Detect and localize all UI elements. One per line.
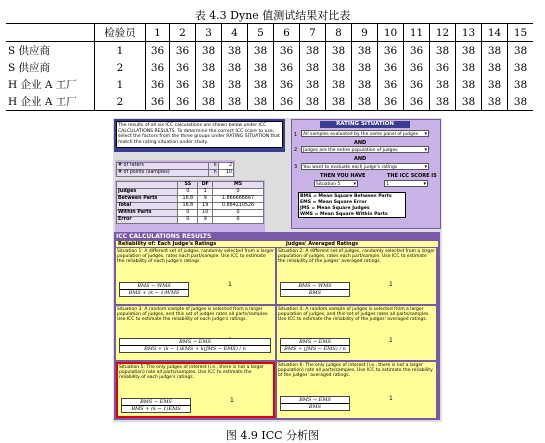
icc-formula — [119, 282, 189, 297]
table-cell: 36 — [170, 42, 196, 60]
icc-formula — [280, 282, 350, 297]
formula-numerator: BMS − EMS — [281, 397, 349, 404]
table-cell: 36 — [404, 76, 430, 93]
table-cell: 38 — [352, 76, 378, 93]
table-cell: 38 — [248, 42, 274, 60]
anova-cell: 0 — [178, 217, 198, 224]
formula-denominator: BMS + (k − 1)EMS + k(JMS − EMS) / n — [144, 346, 246, 352]
anova-cell — [117, 182, 178, 189]
table-cell: 38 — [222, 93, 248, 111]
table-cell: 38 — [430, 76, 456, 93]
table-cell: 38 — [222, 59, 248, 76]
formula-denominator: BMS + (k − 1)EMS — [131, 406, 181, 412]
situation-box-4 — [277, 306, 436, 360]
table-cell: 38 — [248, 76, 274, 93]
param-row — [117, 170, 234, 177]
param-cell: 10 — [218, 170, 233, 177]
table-cell: 6 — [274, 24, 300, 42]
table-cell: 36 — [430, 59, 456, 76]
icc-formula — [121, 398, 191, 413]
table-cell: 10 — [378, 24, 404, 42]
table-cell: 36 — [170, 59, 196, 76]
table-cell: 15 — [508, 24, 534, 42]
param-cell: # of points (samples) — [117, 170, 209, 177]
situation-box-6 — [277, 362, 436, 418]
anova-cell: Between Parts — [117, 196, 178, 203]
anova-row — [117, 217, 264, 224]
table-cell: 36 — [404, 42, 430, 60]
anova-cell: 0 — [213, 217, 264, 224]
figure-caption: 图 4.9 ICC 分析图 — [225, 429, 320, 442]
icc-value: 1 — [389, 281, 393, 288]
anova-cell: 0 — [213, 210, 264, 217]
table-cell: 38 — [196, 76, 222, 93]
table-cell: 1 — [95, 76, 146, 93]
table-cell: 36 — [274, 42, 300, 60]
anova-cell: SS — [178, 182, 198, 189]
table-cell: 36 — [146, 76, 170, 93]
rating-situation-panel — [291, 119, 441, 229]
table-cell: 38 — [326, 59, 352, 76]
table-caption: 表 4.3 Dyne 值测试结果对比表 — [194, 9, 351, 22]
anova-cell: 9 — [198, 196, 213, 203]
icc-analysis-figure — [113, 118, 442, 422]
table-cell: 36 — [146, 93, 170, 111]
results-title: ICC CALCULATIONS RESULTS — [116, 233, 266, 240]
score-select[interactable]: 1 ▾ — [384, 180, 428, 187]
anova-cell: Error — [117, 217, 178, 224]
anova-cell: 16.8 — [178, 196, 198, 203]
table-cell: 2 — [95, 93, 146, 111]
and-label-1: AND — [354, 140, 367, 146]
anova-cell: 16.8 — [178, 203, 198, 210]
table-cell: 36 — [378, 42, 404, 60]
table-cell: 38 — [456, 42, 482, 60]
row-label: S 供应商 — [6, 42, 95, 60]
table-cell: 38 — [352, 42, 378, 60]
situation-box-3 — [116, 306, 275, 360]
table-cell: 38 — [326, 76, 352, 93]
situation-text: Situation 2: A different set of judges, randomly selected from a larger population of judges, rates each part/sample. Use ICC to estimate the reliability of the judges' averaged ratings. — [278, 249, 435, 265]
dyne-comparison-table — [6, 23, 533, 111]
table-cell: 38 — [300, 59, 326, 76]
table-cell: 38 — [300, 93, 326, 111]
anova-cell: 19 — [198, 203, 213, 210]
ms-legend — [298, 192, 406, 218]
table-row — [6, 42, 533, 60]
anova-cell: 10 — [198, 210, 213, 217]
anova-cell: 0 — [213, 189, 264, 196]
score-label: THE ICC SCORE IS — [387, 173, 437, 179]
table-cell: 38 — [196, 42, 222, 60]
intro-text: The results of all six ICC calculations are shown below under ICC CALCULATIONS RESULTS. To determine the correct ICC score to use, select the factors from the three groups under RATING SITUATION that match the rating situation under study. — [116, 121, 283, 148]
table-cell: 38 — [196, 93, 222, 111]
icc-value: 1 — [389, 337, 393, 344]
q2-select[interactable]: Judges are the entire population of judges ▾ — [301, 146, 429, 153]
q3-select[interactable]: You want to evaluate each judge's ratings ▾ — [301, 163, 429, 170]
table-cell: 36 — [404, 59, 430, 76]
table-cell: 38 — [326, 93, 352, 111]
table-cell: 36 — [274, 93, 300, 111]
anova-cell: 1 — [198, 189, 213, 196]
icc-value: 1 — [230, 397, 234, 404]
table-cell: 14 — [482, 24, 508, 42]
anova-row — [117, 203, 264, 210]
table-cell: 38 — [430, 42, 456, 60]
col1-label: Reliability of: Each Judge's Ratings — [118, 241, 217, 247]
anova-row — [117, 210, 264, 217]
formula-denominator: BMS — [308, 290, 322, 296]
row-label: H 企业 A 工厂 — [6, 76, 95, 93]
results-header — [116, 241, 438, 247]
legend-line: JMS = Mean Square Judges — [300, 206, 370, 211]
table-cell: 38 — [456, 59, 482, 76]
table-cell: 36 — [274, 76, 300, 93]
table-cell: 36 — [378, 76, 404, 93]
table-cell: 1 — [95, 42, 146, 60]
table-cell: 38 — [326, 42, 352, 60]
param-cell: # of raters — [117, 163, 209, 170]
situation-box-2 — [277, 248, 436, 304]
table-cell: 36 — [274, 59, 300, 76]
table-cell: 36 — [378, 93, 404, 111]
icc-formula — [280, 396, 350, 411]
table-cell: 1 — [146, 24, 170, 42]
table-cell: 11 — [404, 24, 430, 42]
param-cell: 2 — [218, 163, 233, 170]
situation-box-5 — [116, 362, 275, 418]
table-cell: 38 — [222, 76, 248, 93]
anova-row — [117, 189, 264, 196]
table-cell: 38 — [222, 42, 248, 60]
formula-denominator: BMS + (k − 1)WMS — [128, 290, 180, 296]
situation-box-1 — [116, 248, 275, 304]
q2-number: 2 — [294, 147, 298, 153]
table-cell: 2 — [170, 24, 196, 42]
icc-formula — [280, 338, 350, 353]
table-cell: 38 — [456, 76, 482, 93]
table-cell: 38 — [513, 44, 528, 57]
table-cell: 检验员 — [95, 24, 146, 42]
table-cell: 2 — [95, 59, 146, 76]
param-row — [117, 163, 234, 170]
table-cell: 5 — [248, 24, 274, 42]
anova-cell: 0 — [178, 210, 198, 217]
icc-value: 1 — [228, 281, 232, 288]
situation-text: Situation 3: A random sample of judges is selected from a larger population of judges, and this set of judges rates all parts/samples. Use ICC to estimate the reliability of each judge's ratings. — [117, 307, 269, 323]
table-cell: 38 — [482, 42, 508, 60]
table-cell: 4 — [222, 24, 248, 42]
formula-denominator: BMS + (JMS − EMS) / n — [284, 346, 346, 352]
q1-number: 1 — [294, 132, 298, 138]
anova-cell: Total — [117, 203, 178, 210]
anova-cell: Judges — [117, 189, 178, 196]
anova-cell: 1.866666667 — [213, 196, 264, 203]
table-cell: 7 — [300, 24, 326, 42]
anova-cell: Within Parts — [117, 210, 178, 217]
icc-results-panel — [114, 232, 440, 420]
table-cell: 36 — [146, 42, 170, 60]
params-box — [115, 160, 235, 177]
formula-denominator: BMS — [308, 404, 322, 410]
then-label: THEN YOU HAVE — [320, 173, 366, 179]
table-cell: 36 — [378, 59, 404, 76]
table-cell: 38 — [352, 93, 378, 111]
formula-numerator: BMS − EMS — [281, 339, 349, 346]
icc-formula — [119, 338, 271, 353]
situation-select[interactable]: Situation 5 ▾ — [314, 180, 358, 187]
formula-numerator: BMS − WMS — [281, 283, 349, 290]
table-cell: 3 — [196, 24, 222, 42]
table-cell: 38 — [482, 76, 508, 93]
table-cell: 38 — [430, 93, 456, 111]
table-cell: 36 — [170, 76, 196, 93]
situation-text: Situation 5: The only judges of interest (i.e., there is not a larger population) rate all parts/samples. Use ICC to estimate the reliability of each judge's ratings. — [119, 365, 265, 381]
legend-line: BMS = Mean Square Between Parts — [300, 194, 392, 199]
table-row — [6, 59, 533, 76]
table-cell: 9 — [352, 24, 378, 42]
situation-text: Situation 6: The only judges of interest (i.e., there is not a larger population) rate all parts/samples. Use ICC to estimate the reliability of the judges' averaged ratings. — [278, 363, 433, 379]
formula-numerator: BMS − WMS — [120, 283, 188, 290]
anova-cell: 0 — [178, 189, 198, 196]
formula-numerator: BMS − EMS — [122, 399, 190, 406]
q1-select[interactable]: All samples evaluated by the same panel of judges ▾ — [301, 130, 429, 137]
table-row — [6, 76, 533, 93]
table-cell: 38 — [248, 59, 274, 76]
table-cell: 38 — [300, 42, 326, 60]
anova-row — [117, 182, 264, 189]
col2-label: Judges' Averaged Ratings — [286, 241, 359, 247]
table-cell: 38 — [352, 59, 378, 76]
header-row — [6, 24, 533, 42]
anova-cell: 9 — [198, 217, 213, 224]
table-cell: 36 — [146, 59, 170, 76]
situation-text: Situation 4: A random sample of judges is selected from a larger population of judges, and this set of judges rates all parts/samples. Use ICC to estimate the reliability of the judges' averaged ratings. — [278, 307, 430, 323]
table-cell: 38 — [508, 93, 534, 111]
rating-situation-title: RATING SITUATION — [320, 121, 410, 128]
anova-cell: DF — [198, 182, 213, 189]
table-cell: 36 — [404, 93, 430, 111]
table-cell: 8 — [326, 24, 352, 42]
q3-number: 3 — [294, 164, 298, 170]
row-label: H 企业 A 工厂 — [6, 93, 95, 111]
anova-cell: MS — [213, 182, 264, 189]
legend-line: EMS = Mean Square Error — [300, 200, 367, 205]
table-cell: 38 — [300, 76, 326, 93]
table-cell: 38 — [196, 59, 222, 76]
table-cell: 38 — [482, 93, 508, 111]
param-cell: k — [208, 163, 218, 170]
table-row — [6, 93, 533, 111]
table-cell: 38 — [456, 93, 482, 111]
table-cell: 12 — [430, 24, 456, 42]
situation-text: Situation 1: A different set of judges, randomly selected from a larger population of judges, rates each part/sample. Use ICC to estimate the reliability of each judge's ratings. — [117, 249, 274, 265]
row-label: S 供应商 — [6, 59, 95, 76]
table-cell: 13 — [456, 24, 482, 42]
formula-numerator: BMS − EMS — [120, 339, 270, 346]
anova-row — [117, 196, 264, 203]
legend-line: WMS = Mean Square Within Parts — [300, 212, 388, 217]
and-label-2: AND — [354, 156, 367, 162]
param-cell: n — [208, 170, 218, 177]
anova-box — [115, 180, 265, 232]
table-cell: 36 — [170, 93, 196, 111]
table-cell: 38 — [248, 93, 274, 111]
table-cell: 38 — [513, 61, 528, 74]
table-cell: 38 — [482, 59, 508, 76]
row-label — [6, 24, 95, 42]
icc-value: 1 — [389, 395, 393, 402]
anova-cell: 0.884210526 — [213, 203, 264, 210]
table-cell: 38 — [513, 78, 528, 91]
